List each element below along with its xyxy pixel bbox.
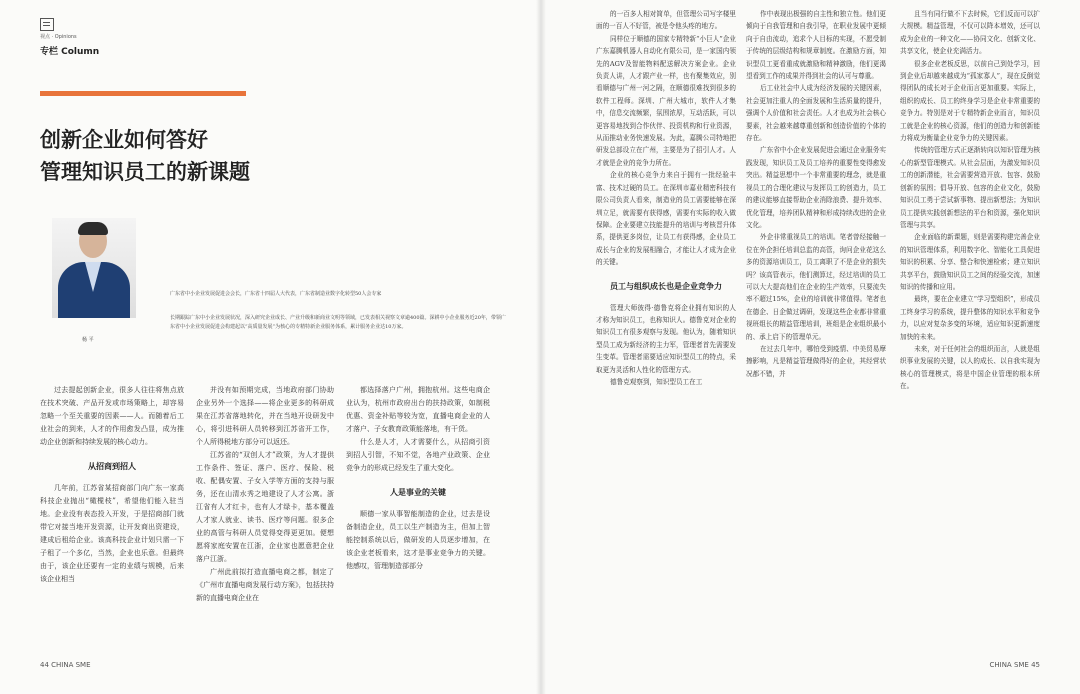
paragraph: 传统的管理方式正逐渐转向以知识管理为核心的新型管理模式。从社会层面，为激发知识员工的创新潜能，社会需要营造开放、包容、鼓励创新的氛围；倡导开放、包容的企业文化，鼓励知识员工勇于尝试新事物、提出新想法；为知识员工提供实践创新想法的平台和资源，强化知识管理与共享。 [900, 146, 1040, 229]
text-column-5 [746, 8, 886, 380]
paragraph: 未来，对于任何社会的组织而言，人就是组织事业发展的关键，以人的成长、以自我实现为核心的管理模式，将是中国企业管理的根本所在。 [900, 344, 1040, 391]
paragraph: 企业的核心竞争力来自于拥有一批经验丰富、技术过硬的员工。在深圳市嘉业精密科技有限公司负责人看来，制造业的员工需要能够在深圳立足，就需要有获得感，需要有实际的收入做保障。企业要建立技能提升的培训与考核晋升体系，提供更多岗位，让员工有获得感，企业员工成长与企业的发展相融合，才能让人才成为企业的关键。 [596, 171, 736, 267]
paragraph: 几年前，江苏省某招商部门向广东一家高科技企业抛出“橄榄枝”，希望他们能入驻当地。企业没有表态投入开发，于是招商部门就带它对接当地开发资源，让开发商出资建设，建成后租给企业。该高科技企业计划只需一下子租了一个多亿，当然，企业也乐意。但最终由于，该企业还要有一定的业绩与规模，后来该企业相当 [40, 484, 184, 583]
text-column-2 [196, 384, 334, 605]
author-bio: 长期跟踪广东中小企业发展状况，深入研究企业成长、产业升级和新商业文明等领域，已发表相关视察文章逾400篇。深耕中小企业服务近20年，带领广东省中小企业发展促进会构建起以“高质量发展”为核心的专精特新企业服务体系，累计服务企业达10万家。 [170, 315, 506, 330]
paragraph: 过去提起创新企业，很多人往往将焦点放在技术突破、产品开发或市场策略上，却容易忽略一个至关重要的因素——人。而随着后工业社会的到来，人才的作用愈发凸显，成为推动企业创新和持续发展的核心动力。 [40, 386, 184, 446]
paragraph: 江苏省的“双创人才”政策，为人才提供工作条件、签证、落户、医疗、保险、税收、配偶安置、子女入学等方面的支持与服务，还在山清水秀之地建设了人才公寓。浙江省有人才红卡，也有人才绿卡，基本覆盖人才家人就业、读书、医疗等问题。很多企业的高管与科研人员觉得变得更更加。便想愿将家庭安置在江浙，企业家也愿意把企业落户江浙。 [196, 451, 334, 563]
title-line-2: 管理知识员工的新课题 [40, 160, 250, 184]
text-column-4 [596, 8, 736, 388]
section-heading: 员工与组织成长也是企业竞争力 [610, 280, 722, 291]
page-gutter [536, 0, 546, 694]
paragraph: 德鲁克观察到，知识型员工在工 [610, 377, 703, 386]
paragraph: 管理大师彼得·德鲁克将企业拥有知识的人才称为知识员工，也称知识人。德鲁克对企业的知识员工有很多观察与发现。他认为，随着知识型员工成为新经济的主力军，管理者首先需要发生变革。管理者需要适应知识型员工的特点，采取更为灵活和人性化的管理方式。 [596, 303, 736, 374]
paragraph: 广州此前拟打造直播电商之都，制定了《广州市直播电商发展行动方案》，包括扶持新的直播电商企业在 [196, 568, 334, 602]
paragraph: 很多企业老板反思，以前自己到处学习，回到企业后却越来越成为“孤家寡人”，现在反倒觉得团队的成长对于企业而言更加重要。实际上，组织的成长、员工的终身学习是企业非常重要的竞争力。特别是对于专精特新企业而言，知识员工就是企业的核心资源，他们的创造力和创新能力将成为衡量企业竞争力的关键因素。 [900, 59, 1040, 143]
accent-bar [40, 91, 246, 96]
article-title [40, 124, 250, 188]
author-name: 杨 平 [82, 337, 94, 343]
paragraph: 最终，要在企业建立“学习型组织”，形成员工终身学习的系统，提升整体的知识水平和竞争力，以应对复杂多变的环境，适应知识更新速度加快的未来。 [900, 295, 1040, 341]
section-label: 专栏 Column [40, 47, 100, 57]
text-column-1 [40, 384, 184, 586]
paragraph: 企业面临的新课题，则是需要构建完善企业的知识管理体系，利用数字化、智能化工具促进知识的积累、分享、整合和快速检索；建立知识共享平台，鼓励知识员工之间的经验交流，加速知识的传播和应用。 [900, 233, 1040, 291]
paragraph: 什么是人才，人才需要什么，从招商引资到招人引智，不知不觉，各地产业政策、企业竞争力的形成已经发生了重大变化。 [346, 438, 490, 472]
paragraph: 广东省中小企业发展促进会通过企业服务实践发现，知识员工及员工培养的重要性变得愈发突出。精益思想中一个非常重要的理念，就是重视员工的合理化建议与发挥员工的创造力，员工的建议能够直接帮助企业消除浪费、提升效率、优化管理，培养团队精神和形成持续改进的企业文化。 [746, 146, 886, 229]
paragraph: 顺德一家从事智能制造的企业，过去是设备制造企业，员工以生产制造为主，但加上智能控制系统以后，做研发的人员逐步增加，在该企业老板看来，这才是事业竞争力的关键。他感叹，管理制造部部分 [346, 510, 490, 570]
section-heading: 人是事业的关键 [390, 487, 446, 497]
paragraph: 作中表现出极强的自主性和独立性。他们更倾向于自我管理和自我引导，在职业发展中更倾向于自由流动，追求个人目标的实现，不愿受制于传统的层级结构和规章制度。在激励方面，知识型员工更看重成就激励和精神激励，他们更渴望看到工作的成果并得到社会的认可与尊重。 [746, 10, 886, 81]
right-page [540, 0, 1080, 694]
text-column-6 [900, 8, 1040, 393]
paragraph: 且当有同行做不下去时候，它们反而可以扩大规模。精益管理，不仅可以降本增效，还可以成为企业的一种文化——协同文化、创新文化、共享文化，使企业充满活力。 [900, 10, 1040, 56]
paragraph: 后工业社会中人成为经济发展的关键因素，社会更加注重人的全面发展和生活质量的提升，强调个人价值和社会责任。人才也成为社会核心要素，社会越来越尊重创新和创造价值的个体的存在。 [746, 84, 886, 143]
page-number-right: CHINA SME 45 [989, 661, 1040, 669]
paragraph: 外企非常重视员工的培训。笔者曾经接触一位在外企担任培训总监的高管，询问企业花这么多的资源培训员工，员工离职了不是企业的损失吗？该高管表示，他们测算过，经过培训的员工可以大大提高他们在企业的生产效率，只要流失率不超过15%，企业的培训就非常值得。笔者也在德企、日企做过调研，发现这些企业都非常重视班组长的精益管理培训，班组是企业组织最小的、承上启下的管理单元。 [746, 233, 886, 341]
paragraph: 的一百多人相对简单，但管理公司写字楼里面的一百人不好管，被是令他头疼的地方。 [596, 10, 736, 31]
section-small-label: 视点 · Opinions [40, 34, 77, 40]
paragraph: 都选择落户广州，拥抱杭州。这些电商企业认为，杭州市政府出台的扶持政策，如制税优惠、资金补贴等较为宽，直播电商企业的人才落户、子女教育政策能落地，有干货。 [346, 386, 490, 433]
section-heading: 从招商到招人 [88, 461, 136, 471]
page-number-left: 44 CHINA SME [40, 661, 91, 669]
paragraph: 在过去几年中，哪怕受到疫情、中美贸易摩擦影响，凡是精益管理做得好的企业，其经营状况都不错，并 [746, 344, 886, 378]
column-logo-icon [40, 18, 54, 31]
author-photo [52, 218, 136, 318]
title-line-1: 创新企业如何答好 [40, 128, 208, 152]
paragraph: 并没有如预期完成，当地政府部门协助企业另外一个选择——将企业更多的科研成果在江苏省落地转化，并在当地开设研发中心，将引进科研人员转移到江苏省开工作，个人所得税地方部分可以返还。 [196, 386, 334, 446]
text-column-3 [346, 384, 490, 573]
paragraph: 同样位于顺德的国家专精特新“小巨人”企业广东嘉腾机器人自动化有限公司，是一家国内领先的AGV及智能物料配送解决方案企业。企业负责人讲，人才跟产业一样，也有聚集效应，别看顺德与广州一河之隔，在顺德很难找到很多的软件工程师。深圳、广州大城市，软件人才集中，信息交流频繁，氛围浓厚，互动活跃，可以更容易地找到合作伙伴、投资机构和行业资源，从而推动业务快速发展。为此，嘉腾公司特地把研发总部设立在广州，主要是为了招引人才。人才就是企业的竞争力所在。 [596, 34, 736, 167]
author-title: 广东省中小企业发展促进会会长，广东省十四届人大代表，广东省制造业数字化转型50人会专家 [170, 291, 382, 297]
